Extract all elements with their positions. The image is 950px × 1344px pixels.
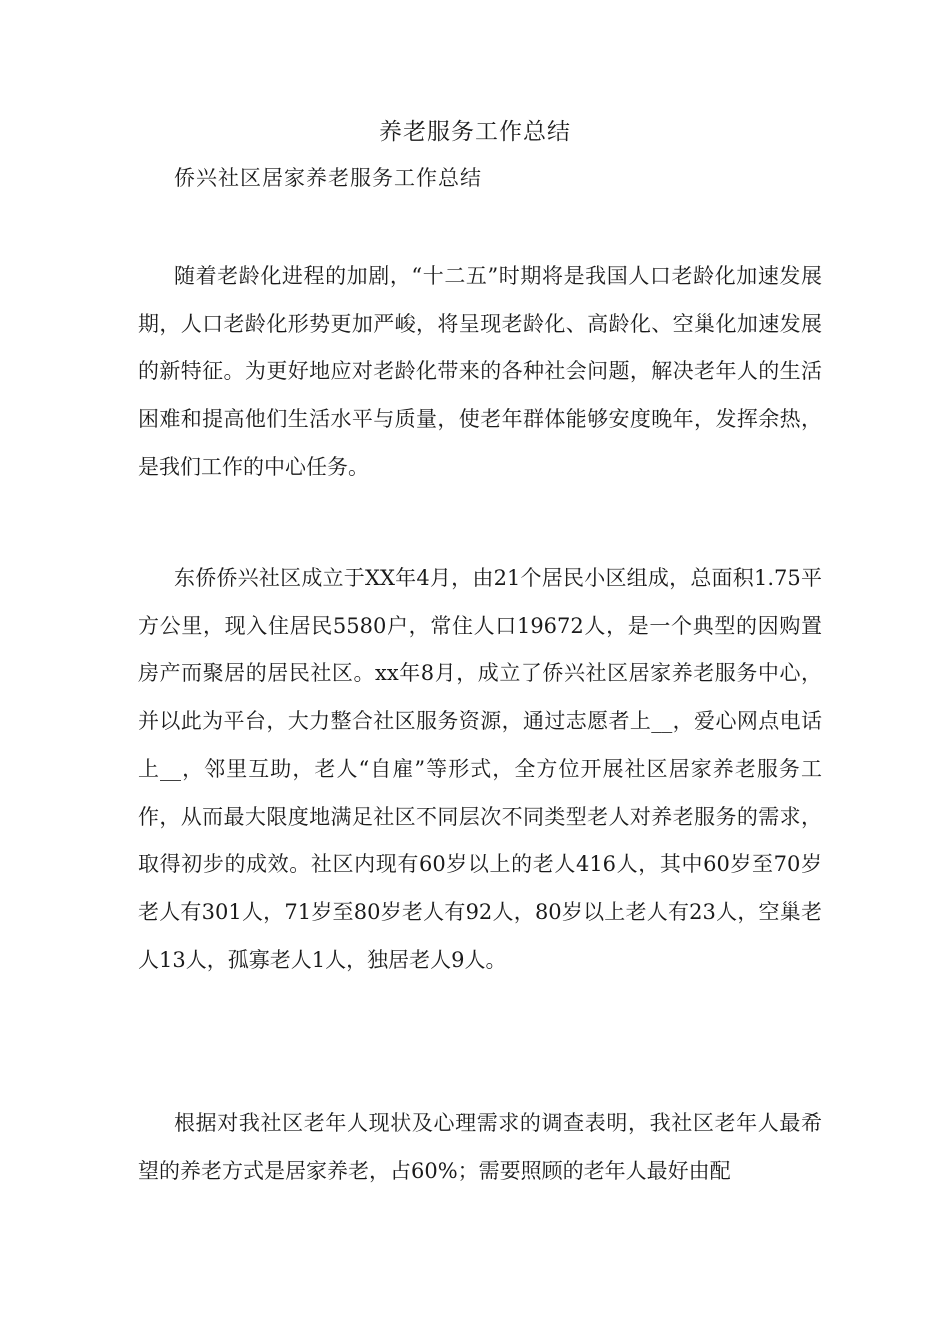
paragraph-community-overview: 东侨侨兴社区成立于XX年4月，由21个居民小区组成，总面积1.75平方公里，现入住居民5580户，常住人口19672人，是一个典型的因购置房产而聚居的居民社区。xx年8月，成立了侨兴社区居家养老服务中心，并以此为平台，大力整合社区服务资源，通过志愿者上__，爱心网点电话上__，邻里互助，老人“自雇”等形式，全方位开展社区居家养老服务工作，从而最大限度地满足社区不同层次不同类型老人对养老服务的需求，取得初步的成效。社区内现有60岁以上的老人416人，其中60岁至70岁老人有301人，71岁至80岁老人有92人，80岁以上老人有23人，空巢老人13人，孤寡老人1人，独居老人9人。 (138, 566, 822, 972)
document-title: 养老服务工作总结 (379, 119, 571, 145)
paragraph-aging-background: 随着老龄化进程的加剧，“十二五”时期将是我国人口老龄化加速发展期，人口老龄化形势更加严峻，将呈现老龄化、高龄化、空巢化加速发展的新特征。为更好地应对老龄化带来的各种社会问题，解决老年人的生活困难和提高他们生活水平与质量，使老年群体能够安度晚年，发挥余热，是我们工作的中心任务。 (138, 264, 822, 479)
document-subtitle: 侨兴社区居家养老服务工作总结 (174, 166, 482, 190)
paragraph-survey-findings: 根据对我社区老年人现状及心理需求的调查表明，我社区老年人最希望的养老方式是居家养老，占60%；需要照顾的老年人最好由配 (138, 1111, 822, 1183)
